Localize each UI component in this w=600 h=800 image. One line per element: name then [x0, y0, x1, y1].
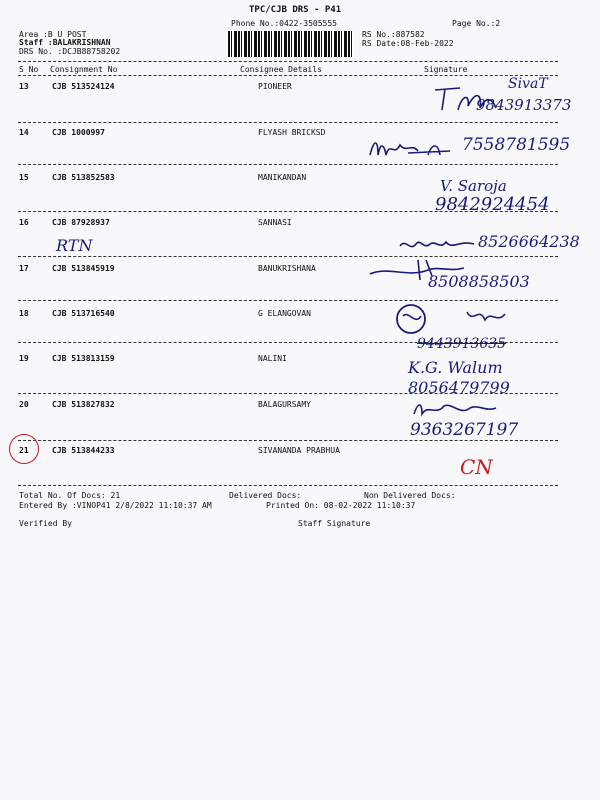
- rs-number: RS No.:887582: [362, 30, 425, 39]
- signature-scribble: [368, 135, 458, 163]
- handwritten-phone: 8526664238: [478, 232, 580, 251]
- row-sno: 13: [19, 82, 29, 91]
- row-sno: 15: [19, 173, 29, 182]
- row-consignment: CJB 87928937: [52, 218, 110, 227]
- row-consignment: CJB 513845919: [52, 264, 115, 273]
- entered-by: Entered By :VINOP41 2/8/2022 11:10:37 AM: [19, 501, 212, 510]
- non-delivered-docs: Non Delivered Docs:: [364, 491, 456, 500]
- barcode: [228, 31, 354, 57]
- row-sno: 20: [19, 400, 29, 409]
- handwritten-phone: 9363267197: [410, 420, 519, 440]
- drs-title: TPC/CJB DRS - P41: [249, 5, 342, 15]
- row-consignment: CJB 513827832: [52, 400, 115, 409]
- row-consignment: CJB 513716540: [52, 309, 115, 318]
- row-divider: [18, 256, 558, 257]
- row-consignment: CJB 513844233: [52, 446, 115, 455]
- row-consignee: PIONEER: [258, 82, 292, 91]
- divider: [18, 61, 558, 62]
- row-divider: [18, 122, 558, 123]
- row-consignee: NALINI: [258, 354, 287, 363]
- row-divider: [18, 440, 558, 441]
- row-consignment: CJB 1000997: [52, 128, 105, 137]
- row-consignee: BALAGURSAMY: [258, 400, 311, 409]
- signature-scribble: [395, 302, 530, 336]
- handwritten-phone: 8508858503: [428, 272, 530, 291]
- row-consignee: FLYASH BRICKSD: [258, 128, 326, 137]
- signature-scribble: [398, 236, 478, 254]
- handwritten-mark: CN: [460, 455, 493, 479]
- signature-scribble: [410, 398, 500, 418]
- divider: [18, 75, 558, 76]
- handwritten-phone: 8056479799: [408, 378, 510, 397]
- handwritten-name: SivaT: [508, 76, 548, 92]
- row-sno: 19: [19, 354, 29, 363]
- handwritten-phone: 9842924454: [435, 194, 550, 215]
- rs-date: RS Date:08-Feb-2022: [362, 39, 454, 48]
- row-consignment: CJB 513524124: [52, 82, 115, 91]
- staff-signature: Staff Signature: [298, 519, 371, 528]
- row-consignee: SIVANANDA PRABHUA: [258, 446, 340, 455]
- phone-number: Phone No.:0422-3505555: [231, 19, 337, 28]
- page-number: Page No.:2: [452, 19, 501, 28]
- row-divider: [18, 300, 558, 301]
- col-signature: Signature: [424, 65, 468, 74]
- verified-by: Verified By: [19, 519, 72, 528]
- row-consignment: CJB 513852583: [52, 173, 115, 182]
- col-consignment: Consignment No: [50, 65, 118, 74]
- row-consignee: BANUKRISHANA: [258, 264, 316, 273]
- row-consignee: G ELANGOVAN: [258, 309, 311, 318]
- col-sno: S No: [19, 65, 39, 74]
- row-sno: 14: [19, 128, 29, 137]
- col-consignee: Consignee Details: [240, 65, 322, 74]
- staff-label: Staff :BALAKRISHNAN: [19, 38, 111, 47]
- delivered-docs: Delivered Docs:: [229, 491, 302, 500]
- total-docs: Total No. Of Docs: 21: [19, 491, 121, 500]
- row-sno: 21: [19, 446, 29, 455]
- area-label: Area :B U POST: [19, 30, 87, 39]
- struck-phone: 9443913635: [417, 336, 507, 352]
- handwritten-name: V. Saroja: [440, 177, 507, 195]
- handwritten-name: K.G. Walum: [408, 358, 503, 377]
- handwritten-phone: 7558781595: [462, 135, 571, 155]
- row-consignee: SANNASI: [258, 218, 292, 227]
- printed-on: Printed On: 08-02-2022 11:10:37: [266, 501, 416, 510]
- row-sno: 17: [19, 264, 29, 273]
- row-sno: 16: [19, 218, 29, 227]
- handwritten-phone: 9843913373: [476, 96, 572, 114]
- divider: [18, 485, 558, 486]
- drs-number: DRS No. :DCJB88758202: [19, 47, 121, 56]
- row-consignee: MANIKANDAN: [258, 173, 307, 182]
- row-consignment: CJB 513813159: [52, 354, 115, 363]
- row-divider: [18, 164, 558, 165]
- row-sno: 18: [19, 309, 29, 318]
- rtn-note: RTN: [56, 236, 93, 255]
